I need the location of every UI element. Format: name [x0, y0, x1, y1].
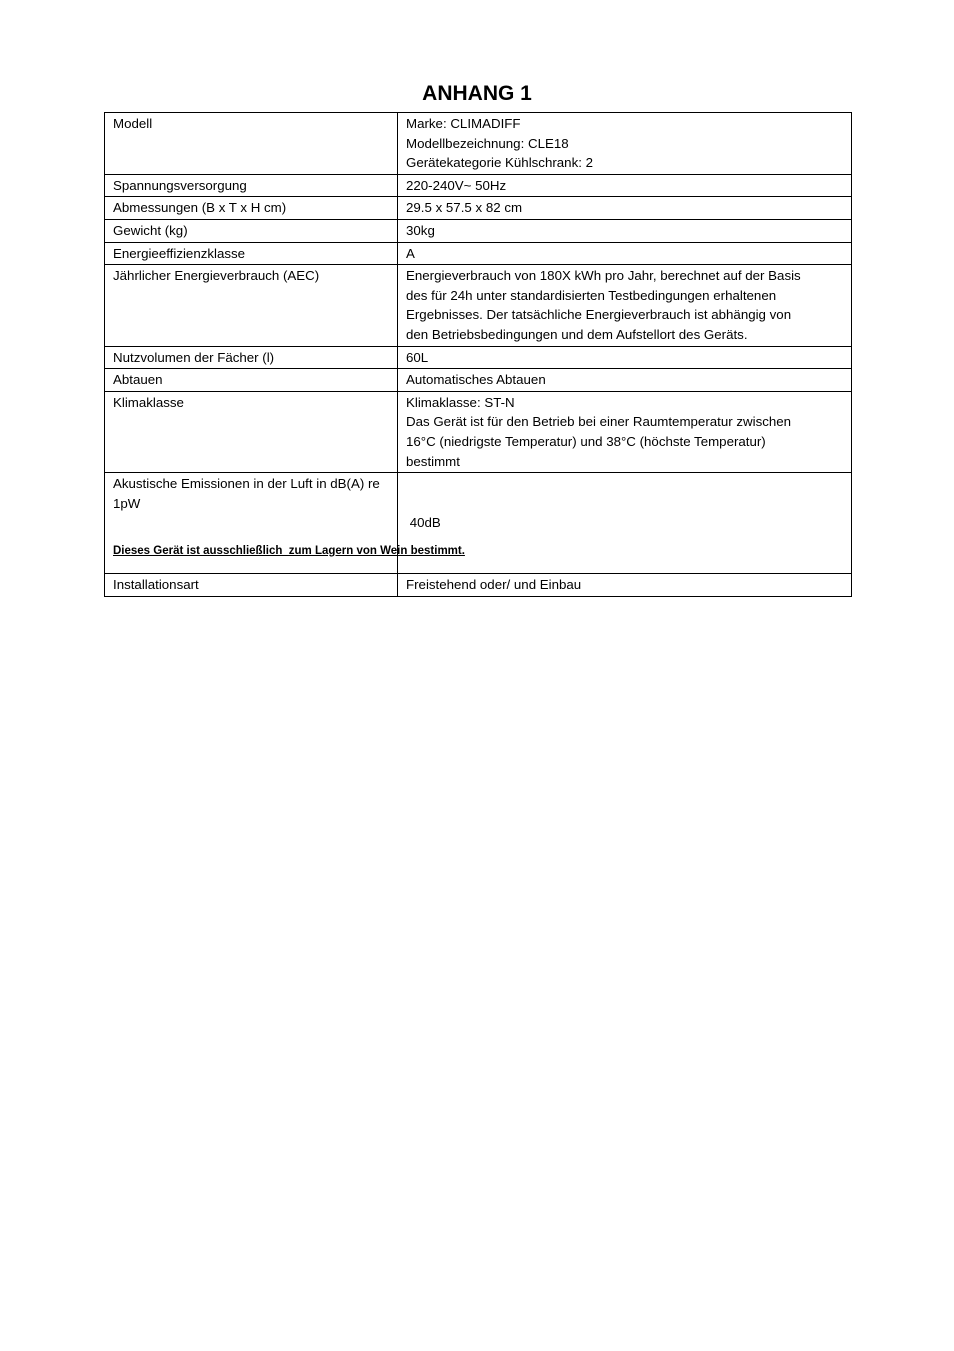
row-label: Abmessungen (B x T x H cm)	[105, 197, 398, 220]
table-row	[105, 174, 852, 197]
value-line: des für 24h unter standardisierten Testbedingungen erhaltenen	[406, 287, 777, 303]
value-line: Das Gerät ist für den Betrieb bei einer Raumtemperatur zwischen	[406, 414, 792, 430]
value-line: Energieverbrauch von 180X kWh pro Jahr, berechnet auf der Basis	[406, 268, 801, 284]
row-label: Installationsart	[105, 574, 398, 597]
row-label: Jährlicher Energieverbrauch (AEC)	[105, 265, 398, 346]
value-line: den Betriebsbedingungen und dem Aufstellort des Geräts.	[406, 326, 748, 342]
row-value	[398, 346, 852, 369]
row-value	[398, 369, 852, 392]
usage-note: Dieses Gerät ist ausschließlich zum Lagern von Wein bestimmt.	[113, 545, 465, 557]
page-title: ANHANG 1	[422, 82, 532, 105]
row-value	[398, 265, 852, 346]
row-label: Modell	[105, 113, 398, 175]
spec-table	[104, 112, 852, 597]
row-label: Akustische Emissionen in der Luft in dB(A) re 1pW	[105, 473, 398, 574]
row-value	[398, 473, 852, 574]
value-line: 16°C (niedrigste Temperatur) und 38°C (höchste Temperatur)	[406, 433, 766, 449]
table-row	[105, 265, 852, 346]
value-line: bestimmt	[406, 453, 460, 469]
table-row	[105, 113, 852, 175]
table-row	[105, 197, 852, 220]
row-value	[398, 113, 852, 175]
value-line: 220-240V~ 50Hz	[406, 177, 507, 193]
table-row	[105, 574, 852, 597]
table-row	[105, 346, 852, 369]
table-row	[105, 219, 852, 242]
value-line: Klimaklasse: ST-N	[406, 394, 515, 410]
value-line: Ergebnisses. Der tatsächliche Energieverbrauch ist abhängig von	[406, 307, 792, 323]
value-line: Marke: CLIMADIFF	[406, 116, 521, 131]
value-line: 30kg	[406, 222, 435, 238]
value-line: Automatisches Abtauen	[406, 372, 546, 388]
value-line: Modellbezeichnung: CLE18	[406, 135, 569, 151]
row-value	[398, 391, 852, 472]
row-label: Nutzvolumen der Fächer (l)	[105, 346, 398, 369]
row-label: Gewicht (kg)	[105, 219, 398, 242]
value-line: Freistehend oder/ und Einbau	[406, 577, 582, 593]
spec-table-body	[105, 113, 852, 597]
row-value	[398, 174, 852, 197]
row-label: Energieeffizienzklasse	[105, 242, 398, 265]
row-value	[398, 197, 852, 220]
row-value	[398, 219, 852, 242]
table-row	[105, 369, 852, 392]
value-line: A	[406, 245, 415, 261]
row-label: Spannungsversorgung	[105, 174, 398, 197]
row-label: Klimaklasse	[105, 391, 398, 472]
value-line: 60L	[406, 349, 429, 365]
row-label: Abtauen	[105, 369, 398, 392]
value-line: 40dB	[406, 515, 441, 531]
table-row	[105, 391, 852, 472]
row-value	[398, 242, 852, 265]
table-row	[105, 242, 852, 265]
value-line: 29.5 x 57.5 x 82 cm	[406, 200, 523, 216]
value-line: Gerätekategorie Kühlschrank: 2	[406, 155, 594, 171]
row-value	[398, 574, 852, 597]
